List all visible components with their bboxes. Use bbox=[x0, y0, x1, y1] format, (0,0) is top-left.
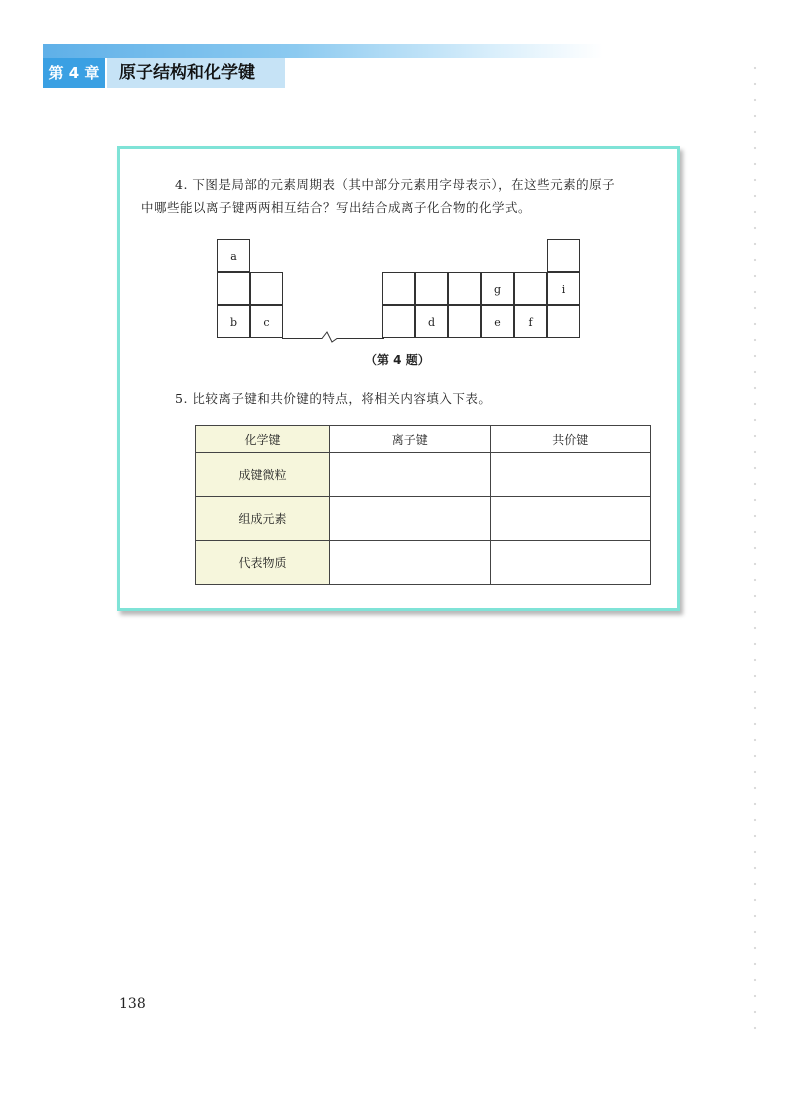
page-number: 138 bbox=[119, 996, 146, 1012]
question-4-line-2: 中哪些能以离子键两两相互结合？写出结合成离子化合物的化学式。 bbox=[141, 200, 532, 215]
answer-cell-ionic bbox=[330, 453, 491, 497]
element-cell bbox=[382, 272, 415, 305]
element-cell-c: c bbox=[250, 305, 283, 338]
answer-cell-covalent bbox=[490, 497, 651, 541]
table-break-line bbox=[282, 328, 384, 344]
question-5-text: 5. 比较离子键和共价键的特点，将相关内容填入下表。 bbox=[175, 391, 492, 406]
answer-cell-covalent bbox=[490, 453, 651, 497]
header-gradient-band bbox=[43, 44, 603, 58]
element-cell-f: f bbox=[514, 305, 547, 338]
row-label: 成键微粒 bbox=[196, 453, 330, 497]
element-cell bbox=[448, 272, 481, 305]
element-cell bbox=[415, 272, 448, 305]
element-cell bbox=[514, 272, 547, 305]
element-cell bbox=[217, 272, 250, 305]
header-cell-bond: 化学键 bbox=[196, 426, 330, 453]
question-4-line-1: 4. 下图是局部的元素周期表（其中部分元素用字母表示），在这些元素的原子 bbox=[175, 177, 616, 192]
table-header-row bbox=[196, 426, 651, 453]
element-cell-e: e bbox=[481, 305, 514, 338]
element-cell-b: b bbox=[217, 305, 250, 338]
element-cell bbox=[547, 305, 580, 338]
row-label: 组成元素 bbox=[196, 497, 330, 541]
element-cell bbox=[382, 305, 415, 338]
answer-cell-ionic bbox=[330, 541, 491, 585]
element-cell-d: d bbox=[415, 305, 448, 338]
element-cell bbox=[250, 272, 283, 305]
answer-cell-covalent bbox=[490, 541, 651, 585]
header-cell-ionic: 离子键 bbox=[330, 426, 491, 453]
answer-cell-ionic bbox=[330, 497, 491, 541]
margin-dotted-line bbox=[752, 60, 758, 1040]
element-cell-g: g bbox=[481, 272, 514, 305]
table-row bbox=[196, 453, 651, 497]
element-cell-a: a bbox=[217, 239, 250, 272]
header-cell-covalent: 共价键 bbox=[490, 426, 651, 453]
comparison-table bbox=[195, 425, 651, 585]
row-label: 代表物质 bbox=[196, 541, 330, 585]
table-row bbox=[196, 541, 651, 585]
element-cell-i: i bbox=[547, 272, 580, 305]
table-row bbox=[196, 497, 651, 541]
chapter-title: 原子结构和化学键 bbox=[107, 58, 285, 88]
element-cell bbox=[448, 305, 481, 338]
element-cell bbox=[547, 239, 580, 272]
figure-caption: （第 4 题） bbox=[365, 353, 430, 367]
chapter-label: 第 4 章 bbox=[43, 58, 105, 88]
